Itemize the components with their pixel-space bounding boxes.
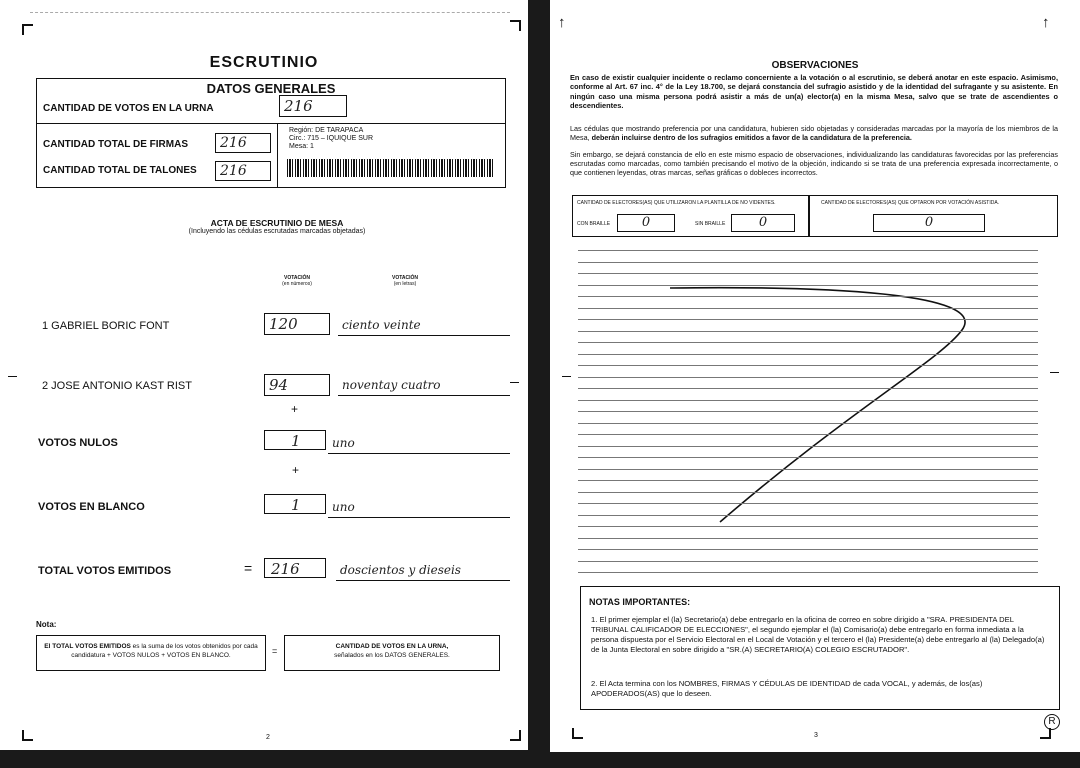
- col-header-sublabel: (en letras): [393, 281, 417, 287]
- observation-line: [578, 377, 1038, 378]
- sin-braille-field[interactable]: 0: [731, 214, 795, 232]
- notas-item-2: 2. El Acta termina con los NOMBRES, FIRMAS Y CÉDULAS DE IDENTIDAD de cada VOCAL, y además, de los(as) APODERADOS(AS) que lo deseen.: [591, 679, 983, 698]
- datos-generales-heading: DATOS GENERALES: [206, 81, 336, 96]
- equals-sign: =: [272, 646, 278, 656]
- vote-words-field[interactable]: ciento veinte: [338, 318, 510, 336]
- observaciones-title: OBSERVACIONES: [771, 60, 859, 71]
- observation-line: [578, 285, 1038, 286]
- corner-mark: [22, 24, 33, 35]
- scan-shadow: [550, 752, 1080, 768]
- plantilla-box: [572, 195, 810, 237]
- col-header-label: VOTACIÓN: [283, 275, 311, 281]
- observation-line: [578, 515, 1038, 516]
- corner-mark: [22, 730, 33, 741]
- divider: [277, 123, 278, 187]
- nota-right-text: señalados en los DATOS GENERALES.: [334, 652, 450, 659]
- observation-line: [578, 273, 1038, 274]
- votos-urna-label: CANTIDAD DE VOTOS EN LA URNA: [43, 103, 214, 114]
- observation-line: [578, 503, 1038, 504]
- votos-nulos-label: VOTOS NULOS: [38, 437, 118, 449]
- mesa-info: [289, 127, 373, 151]
- nota-right-box: [284, 635, 500, 671]
- scan-shadow: [0, 750, 528, 768]
- arrow-up-icon: ↑: [1042, 14, 1050, 31]
- equals-sign: =: [244, 560, 253, 576]
- notas-heading: NOTAS IMPORTANTES:: [589, 597, 691, 607]
- vote-number-field[interactable]: 1: [264, 494, 326, 514]
- observation-line: [578, 388, 1038, 389]
- page-number: 2: [266, 734, 270, 741]
- observation-line: [578, 561, 1038, 562]
- corner-mark: [510, 730, 521, 741]
- nota-left-box: [36, 635, 266, 671]
- con-braille-field[interactable]: 0: [617, 214, 675, 232]
- plus-sign: +: [292, 463, 300, 477]
- talones-field[interactable]: 216: [215, 161, 271, 181]
- nota-label: Nota:: [36, 620, 57, 629]
- observaciones-intro: En caso de existir cualquier incidente o reclamo concerniente a la votación o al escrutinio, se deberá anotar en este espacio. Asimismo, conforme al Art. 67 inc. 4° de la Ley 18.700, se dejará constancia del sufragio asistido y de la identidad del sufragante y su asistente. En ningún caso una misma persona podrá asistir a más de un(a) elector(a) en la misma Mesa, salvo que se trate de ascendientes o descendientes.: [570, 73, 1058, 111]
- vote-number-field[interactable]: 1: [264, 430, 326, 450]
- observation-line: [578, 572, 1038, 573]
- registration-mark: [8, 376, 17, 377]
- col-header-numeros: [272, 275, 322, 287]
- corner-mark: [510, 20, 521, 31]
- total-words-field[interactable]: doscientos y dieseis: [336, 563, 510, 581]
- para2-text: Las cédulas que mostrando preferencia por una candidatura, hubieren sido objetadas y consideradas marcadas por la mayoría de los miembros de la Mesa,: [570, 124, 1058, 143]
- firmas-label: CANTIDAD TOTAL DE FIRMAS: [43, 139, 188, 150]
- registration-mark: [510, 382, 519, 383]
- nota-right-bold: CANTIDAD DE VOTOS EN LA URNA,: [335, 643, 449, 650]
- plus-sign: +: [291, 402, 299, 416]
- observation-line: [578, 262, 1038, 263]
- para2-bold: deberán incluirse dentro de los sufragios emitidos a favor de la candidatura de la preferencia.: [591, 133, 912, 143]
- notas-item-1: 1. El primer ejemplar el (la) Secretario(a) debe entregarlo en la oficina de correo en sobre dirigido a "SRA. PRESIDENTA DEL TRIBUNAL CALIFICADOR DE ELECCIONES", el segundo ejemplar el (la) Comisario(a) debe entregarlo en forma inmediata a la persona dispuesta por el Servicio Electoral en el Local de Votación y el tercero el (la) Presidente(a) debe entregarlo al (la) Delegado(a) de la Junta Electoral en sobre dirigido a "SR.(A) SECRETARIO(A) COLEGIO ESCRUTADOR".: [591, 615, 1045, 654]
- observaciones-para2: [570, 124, 1058, 142]
- candidate-label: 2 JOSE ANTONIO KAST RIST: [42, 380, 192, 392]
- vote-words-field[interactable]: uno: [328, 500, 510, 518]
- sin-braille-label: SIN BRAILLE: [695, 221, 726, 227]
- total-number-field[interactable]: 216: [264, 558, 326, 578]
- candidate-label: 1 GABRIEL BORIC FONT: [42, 320, 170, 332]
- page-number: 3: [814, 732, 818, 739]
- divider: [37, 123, 505, 124]
- observation-line: [578, 411, 1038, 412]
- observation-line: [578, 354, 1038, 355]
- observation-line: [578, 365, 1038, 366]
- observation-line: [578, 538, 1038, 539]
- observation-line: [578, 469, 1038, 470]
- observation-line: [578, 457, 1038, 458]
- asistida-box: [808, 195, 1058, 237]
- mesa-text: Mesa: 1: [289, 143, 314, 150]
- acta-subtitle: (Incluyendo las cédulas escrutadas marcadas objetadas): [188, 228, 366, 235]
- col-header-label: VOTACIÓN: [391, 275, 419, 281]
- vote-number-field[interactable]: 94: [264, 374, 330, 396]
- observation-line: [578, 296, 1038, 297]
- observation-line: [578, 400, 1038, 401]
- observation-line: [578, 319, 1038, 320]
- asistida-label: CANTIDAD DE ELECTORES(AS) QUE OPTARON POR VOTACIÓN ASISTIDA.: [821, 200, 1000, 206]
- scan-edge: [30, 12, 510, 13]
- firmas-field[interactable]: 216: [215, 133, 271, 153]
- observation-line: [578, 480, 1038, 481]
- notas-box: [580, 586, 1060, 710]
- observaciones-para3: Sin embargo, se dejará constancia de ello en este mismo espacio de observaciones, individualizando las candidaturas favorecidas por las preferencias escrutadas como marcadas, como también precisando el motivo de la objeción, indicando si se trata de una preferencia expresada incorrectamente, o que contienen leyendas, otras marcas, señas gráficas o dobleces incorrectos.: [570, 150, 1058, 178]
- talones-label: CANTIDAD TOTAL DE TALONES: [43, 165, 197, 176]
- con-braille-label: CON BRAILLE: [577, 221, 611, 227]
- total-votos-label: TOTAL VOTOS EMITIDOS: [38, 565, 172, 577]
- observation-line: [578, 446, 1038, 447]
- observation-line: [578, 434, 1038, 435]
- left-page: [0, 0, 528, 768]
- asistida-field[interactable]: 0: [873, 214, 985, 232]
- region-text: Región: DE TARAPACA: [289, 127, 364, 134]
- circ-text: Circ.: 715 – IQUIQUE SUR: [289, 135, 374, 142]
- observation-line: [578, 423, 1038, 424]
- right-page: [550, 0, 1080, 768]
- observation-line: [578, 308, 1038, 309]
- vote-words-field[interactable]: uno: [328, 436, 510, 454]
- observation-line: [578, 250, 1038, 251]
- corner-mark: [572, 728, 583, 739]
- vote-number-field[interactable]: 120: [264, 313, 330, 335]
- vote-words-field[interactable]: noventay cuatro: [338, 378, 510, 396]
- arrow-up-icon: ↑: [558, 14, 566, 31]
- registered-mark-icon: R: [1044, 714, 1060, 730]
- acta-title: ACTA DE ESCRUTINIO DE MESA: [210, 218, 344, 228]
- col-header-sublabel: (en números): [282, 281, 312, 287]
- observation-line: [578, 331, 1038, 332]
- page-gutter: [528, 0, 550, 768]
- barcode: [287, 159, 493, 177]
- observation-line: [578, 492, 1038, 493]
- observation-line: [578, 526, 1038, 527]
- page-title: ESCRUTINIO: [209, 54, 319, 71]
- votos-blanco-label: VOTOS EN BLANCO: [38, 501, 145, 513]
- votos-urna-field[interactable]: 216: [279, 95, 347, 117]
- plantilla-label: CANTIDAD DE ELECTORES(AS) QUE UTILIZARON LA PLANTILLA DE NO VIDENTES.: [577, 200, 776, 206]
- datos-generales-box: [36, 78, 506, 188]
- nota-left-text: es la suma de los votos obtenidos por cada candidatura + VOTOS NULOS + VOTOS EN BLANCO.: [71, 643, 258, 659]
- observation-line: [578, 549, 1038, 550]
- col-header-letras: [380, 275, 430, 287]
- nota-left-bold: El TOTAL VOTOS EMITIDOS: [44, 643, 131, 650]
- observation-line: [578, 342, 1038, 343]
